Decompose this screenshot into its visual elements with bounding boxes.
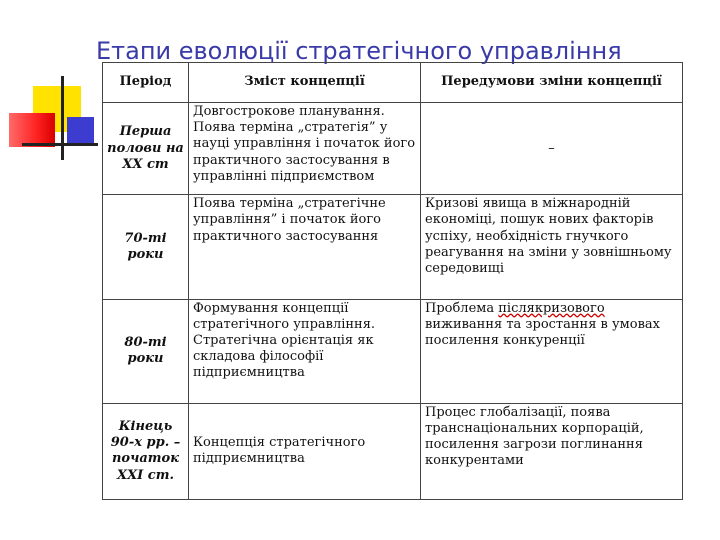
period-cell: Перша полови на ХХ ст xyxy=(103,103,189,195)
table-row xyxy=(103,195,683,299)
decor-horizontal-line xyxy=(22,143,98,146)
evolution-table-container xyxy=(102,62,684,502)
period-cell: 80-ті роки xyxy=(103,299,189,403)
decor-blue-square xyxy=(67,117,94,145)
period-cell: Кінець 90-х рр. – початок ХХІ ст. xyxy=(103,403,189,499)
table-row xyxy=(103,403,683,499)
slide-title: Етапи еволюції стратегічного управління xyxy=(96,37,622,65)
decor-vertical-line xyxy=(61,76,64,160)
preconditions-cell: Процес глобалізації, поява транснаціональних корпорацій, посилення загрози поглинання конкурентами xyxy=(421,403,683,499)
table-header-row xyxy=(103,63,683,103)
preconditions-text-part: Проблема xyxy=(425,300,499,316)
table-row xyxy=(103,103,683,195)
content-cell: Поява терміна „стратегічне управління” і початок його практичного застосування xyxy=(189,195,421,299)
header-content: Зміст концепції xyxy=(189,63,421,103)
period-cell: 70-ті роки xyxy=(103,195,189,299)
preconditions-cell: Кризові явища в міжнародній економіці, пошук нових факторів успіху, необхідність гнучкого реагування на зміни у зовнішньому середовищі xyxy=(421,195,683,299)
preconditions-text-part: виживання та зростання в умовах посилення конкуренції xyxy=(425,316,660,348)
evolution-table xyxy=(102,62,683,500)
decor-red-square xyxy=(9,113,55,147)
content-cell: Формування концепції стратегічного управління. Стратегічна орієнтація як складова філософії підприємництва xyxy=(189,299,421,403)
header-preconditions: Передумови зміни концепції xyxy=(421,63,683,103)
spellcheck-underlined-word: післякризового xyxy=(498,300,605,316)
content-cell: Довгострокове планування. Поява терміна „стратегія” у науці управління і початок його практичного застосування в управлінні підприємством xyxy=(189,103,421,195)
content-cell: Концепція стратегічного підприємництва xyxy=(189,403,421,499)
preconditions-cell xyxy=(421,299,683,403)
header-period: Період xyxy=(103,63,189,103)
table-row xyxy=(103,299,683,403)
preconditions-cell: – xyxy=(421,103,683,195)
